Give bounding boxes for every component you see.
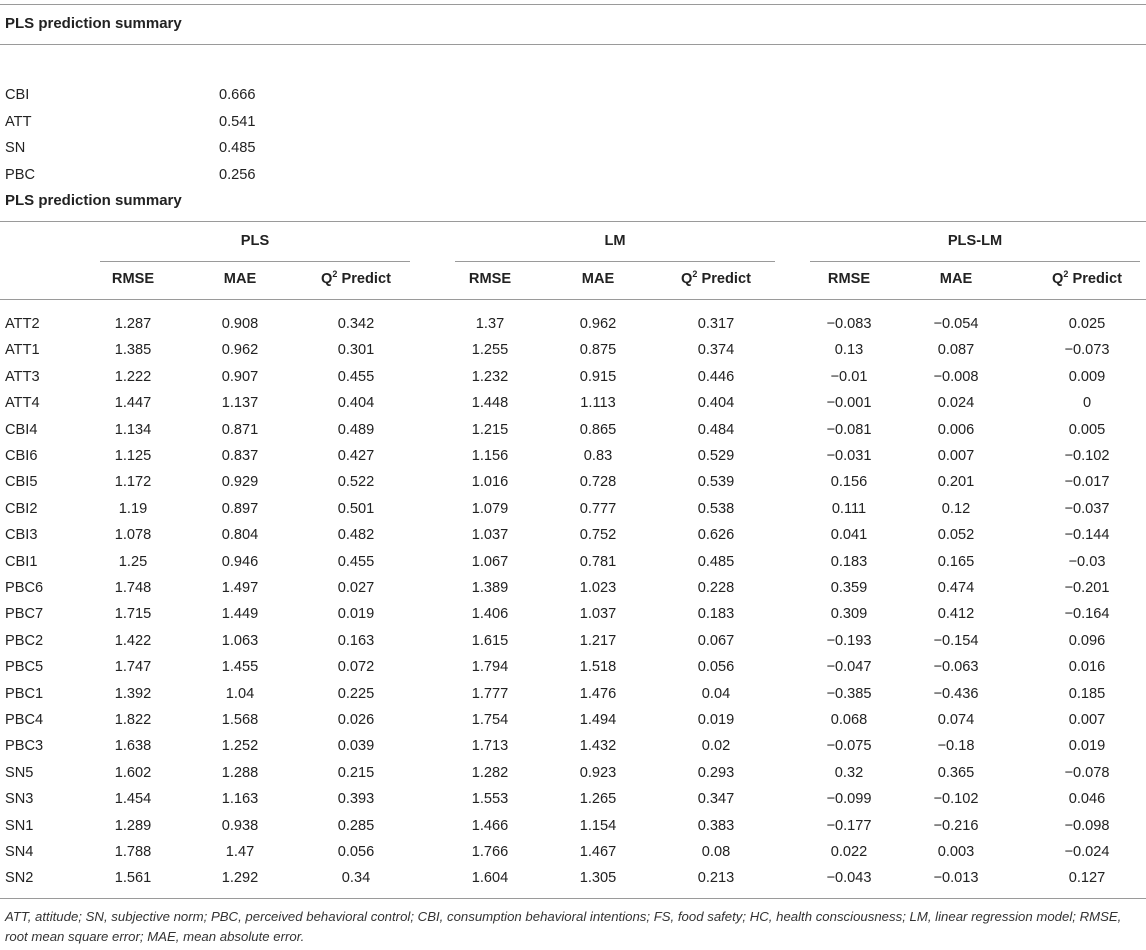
r2-label: ATT [5, 113, 32, 130]
table-cell: 1.134 [114, 421, 152, 438]
table-cell: −0.436 [933, 685, 979, 702]
table-cell: −0.102 [933, 791, 979, 808]
table-cell: 0.412 [937, 606, 975, 623]
table-cell: 0.007 [1068, 712, 1106, 728]
row-label: SN2 [5, 870, 34, 887]
table-cell: 1.255 [471, 342, 509, 359]
table-cell: 1.747 [114, 659, 152, 676]
q2-predict-header [661, 271, 771, 287]
table-cell: 0.006 [937, 421, 975, 438]
table-row [0, 654, 1146, 680]
table-cell: 0.213 [697, 870, 735, 887]
table-cell: −0.037 [1064, 500, 1110, 517]
row-label: PBC7 [5, 606, 44, 623]
table-cell: 1.305 [579, 870, 617, 887]
row-label: SN1 [5, 817, 34, 834]
table-cell: 1.568 [221, 712, 259, 728]
table-cell: 0.201 [937, 474, 975, 491]
table-cell: 0.025 [1068, 316, 1106, 332]
table-cell: 1.777 [471, 685, 509, 702]
table-cell: −0.024 [1064, 844, 1110, 860]
table-row [0, 549, 1146, 575]
table-cell: 0.087 [937, 342, 975, 359]
table-cell: 1.037 [471, 527, 509, 544]
table-cell: 1.25 [118, 553, 148, 570]
table-cell: 0.309 [830, 606, 868, 623]
table-cell: 1.282 [471, 764, 509, 781]
row-label: SN4 [5, 844, 34, 860]
table-row [0, 337, 1146, 363]
table-cell: 1.079 [471, 500, 509, 517]
table-cell: 0.915 [579, 368, 617, 385]
table-cell: 1.754 [471, 712, 509, 728]
table-cell: 0.907 [221, 368, 259, 385]
table-cell: 0.165 [937, 553, 975, 570]
table-cell: −0.099 [826, 791, 872, 808]
table-cell: 1.432 [579, 738, 617, 755]
table-row [0, 390, 1146, 416]
header-rule [0, 299, 1146, 300]
table-cell: −0.043 [826, 870, 872, 887]
table-row [0, 707, 1146, 733]
row-label: PBC2 [5, 632, 44, 649]
table-cell: 0.962 [221, 342, 259, 359]
table-cell: 0.875 [579, 342, 617, 359]
row-label: CBI1 [5, 553, 38, 570]
table-cell: 1.448 [471, 395, 509, 412]
table-cell: 0.12 [941, 500, 971, 517]
table-row [0, 311, 1146, 337]
table-cell: 1.766 [471, 844, 509, 860]
table-cell: 1.638 [114, 738, 152, 755]
table-row [0, 443, 1146, 469]
table-cell: 0.427 [337, 448, 375, 464]
table-row [0, 760, 1146, 786]
table-cell: 1.713 [471, 738, 509, 755]
table-cell: 0.365 [937, 764, 975, 781]
table-cell: 1.287 [114, 316, 152, 332]
table-cell: −0.081 [826, 421, 872, 438]
table-cell: 0.067 [697, 632, 735, 649]
table-cell: 0.404 [697, 395, 735, 412]
row-label: PBC4 [5, 712, 44, 728]
table-cell: −0.083 [826, 316, 872, 332]
title-rule-1 [0, 44, 1146, 45]
table-cell: 0.781 [579, 553, 617, 570]
mae-header: MAE [581, 271, 615, 287]
table-cell: 0.484 [697, 421, 735, 438]
table-cell: 0.019 [1068, 738, 1106, 755]
table-cell: 0.293 [697, 764, 735, 781]
table-cell: −0.063 [933, 659, 979, 676]
table-row [0, 681, 1146, 707]
table-row [0, 575, 1146, 601]
table-cell: 0.005 [1068, 421, 1106, 438]
table-cell: 0.317 [697, 316, 735, 332]
table-cell: −0.098 [1064, 817, 1110, 834]
table-cell: 1.47 [225, 844, 255, 860]
row-label: CBI4 [5, 421, 38, 438]
table-cell: 0.485 [697, 553, 735, 570]
group-rule-pls [100, 261, 410, 262]
r2-label: PBC [5, 166, 36, 183]
table-cell: 0.215 [337, 764, 375, 781]
table-cell: 1.016 [471, 474, 509, 491]
table-cell: 1.215 [471, 421, 509, 438]
group-header-pls-lm: PLS-LM [947, 233, 1003, 249]
table-cell: 0.074 [937, 712, 975, 728]
table-cell: 1.217 [579, 632, 617, 649]
table-cell: 0.024 [937, 395, 975, 412]
table-cell: 0.08 [701, 844, 731, 860]
table-cell: −0.201 [1064, 580, 1110, 596]
row-label: CBI5 [5, 474, 38, 491]
row-label: ATT4 [5, 395, 40, 412]
table-cell: 1.392 [114, 685, 152, 702]
table-cell: 0.908 [221, 316, 259, 332]
table-cell: 1.037 [579, 606, 617, 623]
table-cell: 0.019 [337, 606, 375, 623]
table-cell: −0.001 [826, 395, 872, 412]
table-cell: 0.056 [337, 844, 375, 860]
table-cell: 1.292 [221, 870, 259, 887]
table-cell: 0.482 [337, 527, 375, 544]
section-title-2: PLS prediction summary [5, 192, 182, 209]
group-header-pls: PLS [240, 233, 270, 249]
table-cell: 0.016 [1068, 659, 1106, 676]
table-cell: 1.615 [471, 632, 509, 649]
table-row [0, 839, 1146, 865]
table-cell: 1.602 [114, 764, 152, 781]
table-cell: 1.232 [471, 368, 509, 385]
table-cell: 0.865 [579, 421, 617, 438]
table-cell: 0.183 [830, 553, 868, 570]
table-cell: −0.031 [826, 448, 872, 464]
section-title-1: PLS prediction summary [5, 15, 182, 32]
table-cell: 0.383 [697, 817, 735, 834]
table-cell: 1.289 [114, 817, 152, 834]
table-row [0, 865, 1146, 891]
table-cell: 1.476 [579, 685, 617, 702]
table-cell: −0.03 [1068, 553, 1106, 570]
table-cell: 1.788 [114, 844, 152, 860]
group-rule-lm [455, 261, 775, 262]
q2-predict-header [301, 271, 411, 287]
table-cell: 1.222 [114, 368, 152, 385]
table-cell: 0.946 [221, 553, 259, 570]
q2-superscript: 2 [332, 269, 338, 280]
table-cell: −0.164 [1064, 606, 1110, 623]
table-cell: −0.102 [1064, 448, 1110, 464]
table-cell: −0.216 [933, 817, 979, 834]
table-cell: 1.156 [471, 448, 509, 464]
table-cell: 1.561 [114, 870, 152, 887]
table-cell: −0.073 [1064, 342, 1110, 359]
table-cell: 0.359 [830, 580, 868, 596]
table-cell: 0.393 [337, 791, 375, 808]
table-cell: 0.007 [937, 448, 975, 464]
rmse-header: RMSE [468, 271, 512, 287]
table-cell: 0.83 [583, 448, 613, 464]
table-cell: 0.04 [701, 685, 731, 702]
table-cell: 0.489 [337, 421, 375, 438]
table-cell: 0.804 [221, 527, 259, 544]
table-cell: 0.111 [831, 500, 867, 517]
table-cell: −0.193 [826, 632, 872, 649]
table-cell: 0 [1082, 395, 1092, 412]
table-row [0, 813, 1146, 839]
table-cell: 1.172 [114, 474, 152, 491]
table-row [0, 733, 1146, 759]
table-cell: 0.538 [697, 500, 735, 517]
table-cell: 0.156 [830, 474, 868, 491]
table-cell: 0.752 [579, 527, 617, 544]
table-cell: 0.32 [834, 764, 864, 781]
table-cell: 0.938 [221, 817, 259, 834]
table-cell: 1.497 [221, 580, 259, 596]
table-row [0, 417, 1146, 443]
table-cell: 1.137 [221, 395, 259, 412]
table-cell: −0.013 [933, 870, 979, 887]
row-label: PBC1 [5, 685, 44, 702]
table-cell: 1.466 [471, 817, 509, 834]
top-rule [0, 4, 1146, 5]
table-cell: 0.501 [337, 500, 375, 517]
table-cell: 0.019 [697, 712, 735, 728]
table-cell: 1.023 [579, 580, 617, 596]
table-cell: 0.041 [830, 527, 868, 544]
r2-label: CBI [5, 87, 30, 103]
r2-value: 0.666 [219, 87, 256, 103]
table-cell: 0.897 [221, 500, 259, 517]
mae-header: MAE [223, 271, 257, 287]
table-cell: 1.063 [221, 632, 259, 649]
row-label: ATT1 [5, 342, 40, 359]
row-label: CBI6 [5, 448, 38, 464]
table-cell: 1.455 [221, 659, 259, 676]
table-cell: −0.054 [933, 316, 979, 332]
row-label: CBI2 [5, 500, 38, 517]
table-cell: 1.794 [471, 659, 509, 676]
mae-header: MAE [939, 271, 973, 287]
table-cell: 1.406 [471, 606, 509, 623]
table-cell: −0.154 [933, 632, 979, 649]
table-cell: 0.342 [337, 316, 375, 332]
table-cell: 1.252 [221, 738, 259, 755]
row-label: ATT2 [5, 316, 40, 332]
table-cell: 0.837 [221, 448, 259, 464]
row-label: SN3 [5, 791, 34, 808]
table-bottom-rule [0, 898, 1146, 899]
table-cell: −0.008 [933, 368, 979, 385]
table-cell: 0.228 [697, 580, 735, 596]
table-cell: 1.494 [579, 712, 617, 728]
q2-suffix: Predict [337, 271, 391, 287]
table-cell: 1.113 [580, 395, 616, 412]
table-cell: 0.539 [697, 474, 735, 491]
table-cell: 0.13 [834, 342, 864, 359]
table-cell: 0.522 [337, 474, 375, 491]
table-cell: 1.447 [114, 395, 152, 412]
table-cell: 0.404 [337, 395, 375, 412]
table-cell: 1.19 [118, 500, 148, 517]
row-label: PBC6 [5, 580, 44, 596]
table-cell: 1.822 [114, 712, 152, 728]
row-label: PBC5 [5, 659, 44, 676]
table-cell: 0.009 [1068, 368, 1106, 385]
table-cell: 1.37 [475, 316, 505, 332]
r2-value: 0.541 [219, 113, 256, 130]
row-label: PBC3 [5, 738, 44, 755]
table-cell: 0.027 [337, 580, 375, 596]
table-cell: 0.285 [337, 817, 375, 834]
table-cell: 1.454 [114, 791, 152, 808]
table-cell: 1.125 [114, 448, 152, 464]
table-cell: 0.052 [937, 527, 975, 544]
rmse-header: RMSE [827, 271, 871, 287]
table-cell: 0.962 [579, 316, 617, 332]
row-label: SN5 [5, 764, 34, 781]
table-footnote: ATT, attitude; SN, subjective norm; PBC, perceived behavioral control; CBI, consumption behavioral intentions; FS, food safety; HC, health consciousness; LM, linear regression model; RMSE, root mean square error; MAE, mean absolute error. [5, 909, 1122, 944]
table-cell: 1.154 [579, 817, 617, 834]
table-cell: 1.604 [471, 870, 509, 887]
table-cell: 0.046 [1068, 791, 1106, 808]
table-cell: 1.422 [114, 632, 152, 649]
table-cell: 0.072 [337, 659, 375, 676]
group-rule-pls-lm [810, 261, 1140, 262]
table-cell: 1.163 [221, 791, 259, 808]
table-cell: 0.446 [697, 368, 735, 385]
table-cell: 0.02 [701, 738, 731, 755]
table-cell: 0.34 [341, 870, 371, 887]
table-row [0, 628, 1146, 654]
table-cell: 0.026 [337, 712, 375, 728]
r2-label: SN [5, 140, 26, 156]
row-label: CBI3 [5, 527, 38, 544]
table-cell: 0.929 [221, 474, 259, 491]
table-cell: 0.871 [221, 421, 259, 438]
q2-superscript: 2 [692, 269, 698, 280]
table-cell: 1.389 [471, 580, 509, 596]
group-header-lm: LM [604, 233, 626, 249]
table-cell: 0.923 [579, 764, 617, 781]
table-cell: 0.022 [830, 844, 868, 860]
table-cell: 1.467 [579, 844, 617, 860]
table-cell: 1.715 [114, 606, 152, 623]
table-cell: 0.474 [937, 580, 975, 596]
table-cell: −0.385 [826, 685, 872, 702]
table-cell: 1.288 [221, 764, 259, 781]
table-cell: 1.385 [114, 342, 152, 359]
table-row [0, 469, 1146, 495]
q2-suffix: Predict [1068, 271, 1122, 287]
table-cell: 1.553 [471, 791, 509, 808]
table-cell: 0.183 [697, 606, 735, 623]
table-cell: −0.18 [937, 738, 975, 755]
table-row [0, 601, 1146, 627]
table-cell: −0.144 [1064, 527, 1110, 544]
table-cell: 1.518 [579, 659, 617, 676]
table-cell: 0.374 [697, 342, 735, 359]
r2-value: 0.485 [219, 140, 256, 156]
table-cell: 1.078 [114, 527, 152, 544]
table-cell: 0.626 [697, 527, 735, 544]
r2-value: 0.256 [219, 166, 256, 183]
table-cell: −0.01 [830, 368, 868, 385]
table-row [0, 786, 1146, 812]
table-cell: 0.068 [830, 712, 868, 728]
table-cell: 0.127 [1068, 870, 1106, 887]
table-cell: 0.185 [1068, 685, 1106, 702]
table-cell: 0.777 [579, 500, 617, 517]
rmse-header: RMSE [111, 271, 155, 287]
table-cell: 1.449 [221, 606, 259, 623]
table-row [0, 522, 1146, 548]
q2-suffix: Predict [697, 271, 751, 287]
q2-base: Q [321, 271, 333, 287]
table-row [0, 364, 1146, 390]
table-cell: 0.039 [337, 738, 375, 755]
table-cell: −0.017 [1064, 474, 1110, 491]
title-rule-2 [0, 221, 1146, 222]
table-cell: 0.347 [697, 791, 735, 808]
table-cell: −0.078 [1064, 764, 1110, 781]
table-cell: 0.056 [697, 659, 735, 676]
table-cell: 1.265 [579, 791, 617, 808]
table-cell: 0.225 [337, 685, 375, 702]
table-row [0, 496, 1146, 522]
q2-superscript: 2 [1063, 269, 1069, 280]
table-cell: 0.003 [937, 844, 975, 860]
table-cell: 0.455 [337, 553, 375, 570]
q2-predict-header [1032, 271, 1142, 287]
table-cell: 0.455 [337, 368, 375, 385]
q2-base: Q [1052, 271, 1064, 287]
row-label: ATT3 [5, 368, 40, 385]
table-cell: 0.163 [337, 632, 375, 649]
table-cell: 0.096 [1068, 632, 1106, 649]
table-cell: 1.04 [225, 685, 255, 702]
table-cell: 0.728 [579, 474, 617, 491]
table-cell: 0.301 [337, 342, 375, 359]
table-cell: −0.075 [826, 738, 872, 755]
table-cell: −0.047 [826, 659, 872, 676]
table-cell: −0.177 [826, 817, 872, 834]
table-cell: 0.529 [697, 448, 735, 464]
table-cell: 1.748 [114, 580, 152, 596]
q2-base: Q [681, 271, 693, 287]
table-cell: 1.067 [471, 553, 509, 570]
